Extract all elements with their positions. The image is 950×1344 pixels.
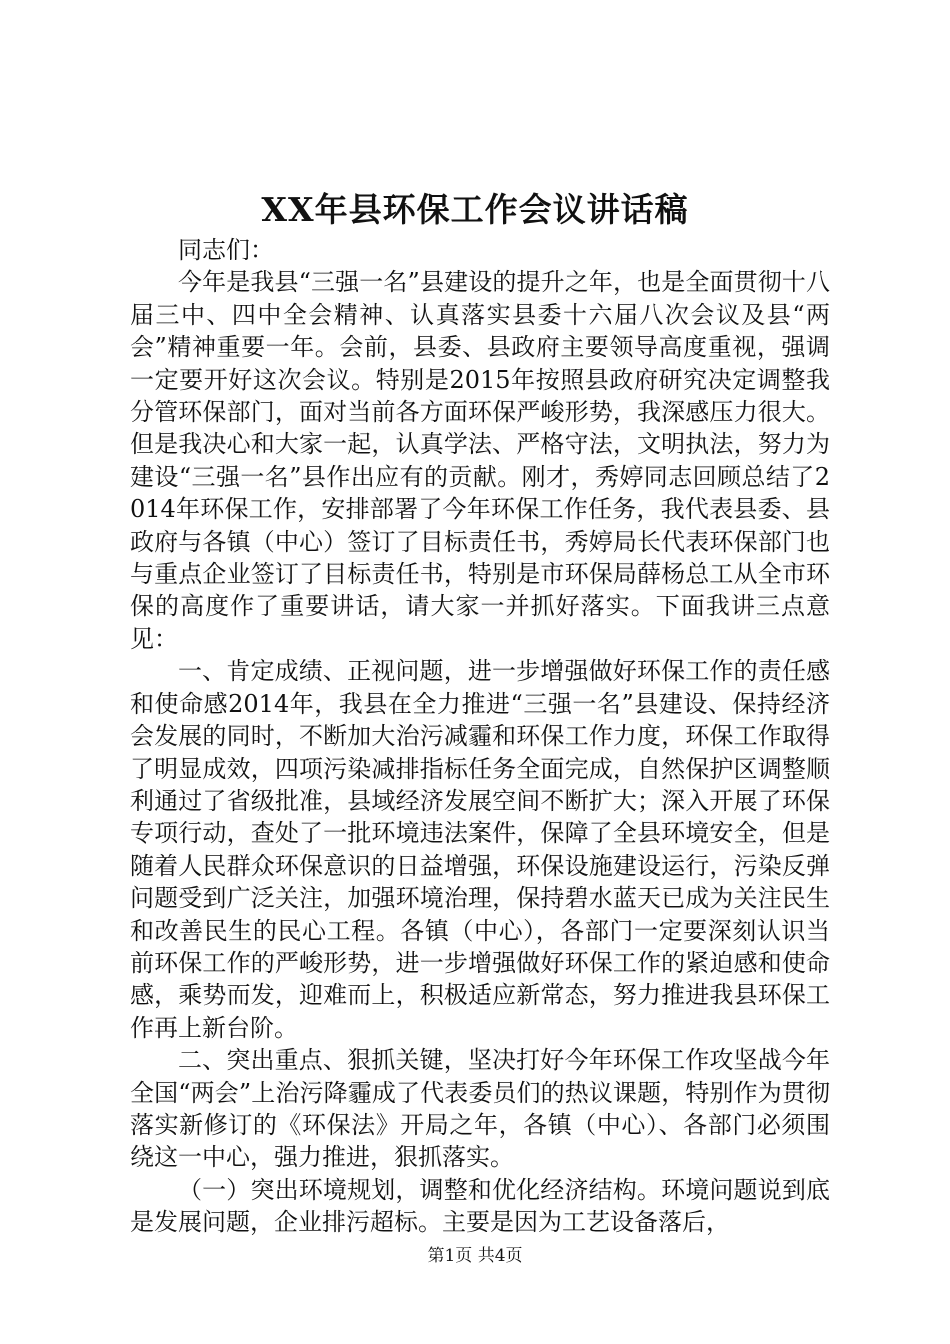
body-paragraph-section-2: 二、突出重点、狠抓关键，坚决打好今年环保工作攻坚战今年全国“两会”上治污降霾成了代表委员们的热议课题，特别作为贯彻落实新修订的《环保法》开局之年，各镇（中心）、各部门必须围绕这一中心，强力推进，狠抓落实。: [130, 1046, 830, 1172]
document-title: XX年县环保工作会议讲话稿: [261, 190, 689, 229]
body-paragraph-intro: 今年是我县“三强一名”县建设的提升之年，也是全面贯彻十八届三中、四中全会精神、认真落实县委十六届八次会议及县“两会”精神重要一年。会前，县委、县政府主要领导高度重视，强调一定要开好这次会议。特别是2015年按照县政府研究决定调整我分管环保部门，面对当前各方面环保严峻形势，我深感压力很大。但是我决心和大家一起，认真学法、严格守法，文明执法，努力为建设“三强一名”县作出应有的贡献。刚才，秀婷同志回顾总结了2014年环保工作，安排部署了今年环保工作任务，我代表县委、县政府与各镇（中心）签订了目标责任书，秀婷局长代表环保部门也与重点企业签订了目标责任书，特别是市环保局薛杨总工从全市环保的高度作了重要讲话，请大家一并抓好落实。下面我讲三点意见：: [130, 268, 830, 653]
salutation: 同志们：: [178, 236, 274, 264]
body-paragraph-section-1: 一、肯定成绩、正视问题，进一步增强做好环保工作的责任感和使命感2014年，我县在全力推进“三强一名”县建设、保持经济会发展的同时，不断加大治污减霾和环保工作力度，环保工作取得了明显成效，四项污染减排指标任务全面完成，自然保护区调整顺利通过了省级批准，县域经济发展空间不断扩大；深入开展了环保专项行动，查处了一批环境违法案件，保障了全县环境安全，但是随着人民群众环保意识的日益增强，环保设施建设运行，污染反弹问题受到广泛关注，加强环境治理，保持碧水蓝天已成为关注民生和改善民生的民心工程。各镇（中心），各部门一定要深刻认识当前环保工作的严峻形势，进一步增强做好环保工作的紧迫感和使命感，乘势而发，迎难而上，积极适应新常态，努力推进我县环保工作再上新台阶。: [130, 657, 830, 1042]
page-footer: 第1页 共4页: [427, 1246, 523, 1266]
body-paragraph-subsection-1: （一）突出环境规划，调整和优化经济结构。环境问题说到底是发展问题，企业排污超标。主要是因为工艺设备落后，: [130, 1175, 830, 1237]
document-body: [130, 234, 830, 1239]
